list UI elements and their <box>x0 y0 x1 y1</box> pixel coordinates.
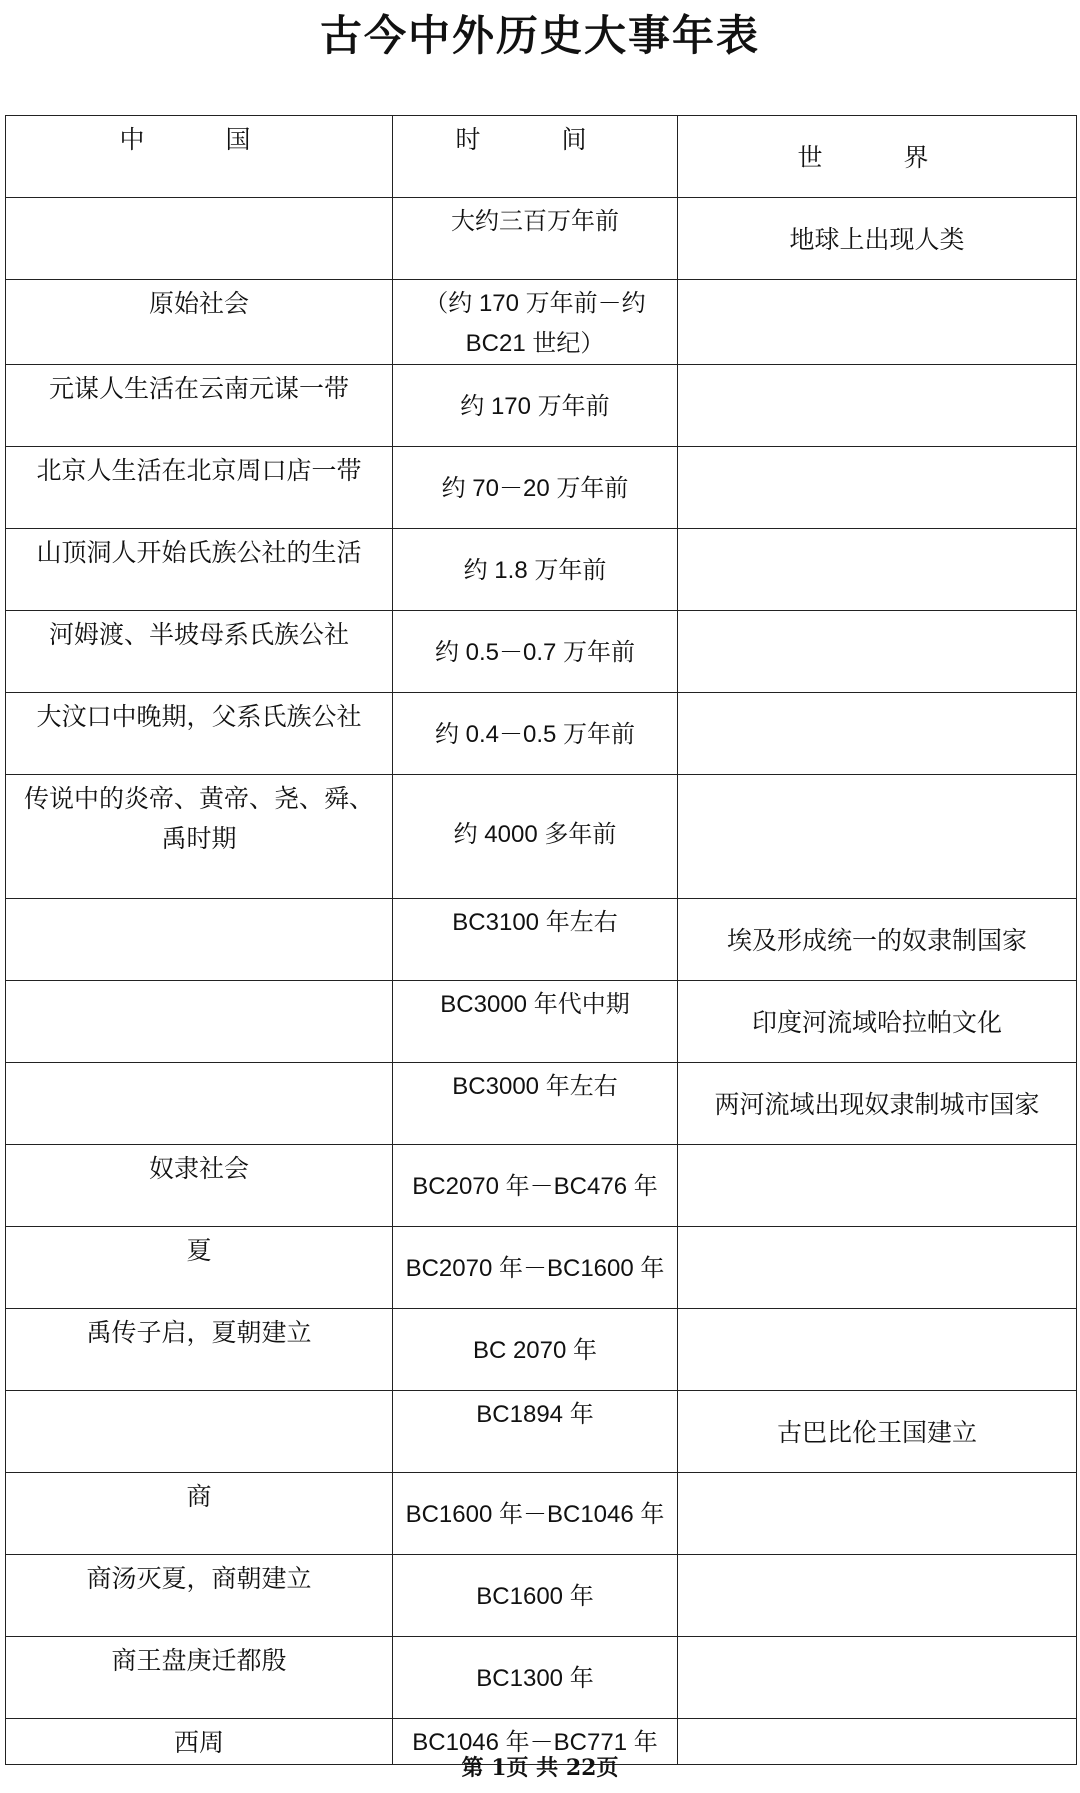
world-cell <box>678 365 1077 447</box>
china-cell <box>6 899 393 981</box>
time-cell <box>393 1145 678 1227</box>
page-footer: 第 1页 共 22页 <box>461 1755 619 1781</box>
time-cell: BC1894 年 <box>393 1391 678 1473</box>
world-cell <box>678 1391 1077 1473</box>
world-event: 两河流域出现奴隶制城市国家 <box>714 1090 1040 1119</box>
table-row <box>6 198 1077 280</box>
world-cell <box>678 1063 1077 1145</box>
table-row <box>6 1227 1077 1309</box>
time-cell <box>393 1555 678 1637</box>
time-cell <box>393 1473 678 1555</box>
world-cell <box>678 447 1077 529</box>
time-cell <box>393 1227 678 1309</box>
world-cell <box>678 1309 1077 1391</box>
world-event: 地球上出现人类 <box>789 225 965 254</box>
china-cell: 大汶口中晚期，父系氏族公社 <box>6 693 393 775</box>
table-row <box>6 1637 1077 1719</box>
header-world-label: 世 界 <box>797 143 957 172</box>
time-value: BC2070 年－BC1600 年 <box>405 1255 665 1282</box>
world-cell <box>678 899 1077 981</box>
world-cell <box>678 1637 1077 1719</box>
world-cell <box>678 1473 1077 1555</box>
china-cell: 商 <box>6 1473 393 1555</box>
china-cell <box>6 981 393 1063</box>
time-cell <box>393 693 678 775</box>
china-cell: 河姆渡、半坡母系氏族公社 <box>6 611 393 693</box>
world-cell <box>678 1227 1077 1309</box>
china-cell <box>6 1391 393 1473</box>
time-value: 约 0.4－0.5 万年前 <box>434 721 636 748</box>
time-value: BC2070 年－BC476 年 <box>412 1173 658 1200</box>
time-value: 约 4000 多年前 <box>453 821 617 848</box>
header-world <box>678 116 1077 198</box>
header-china: 中 国 <box>6 116 393 198</box>
time-cell <box>393 1309 678 1391</box>
time-value: 约 70－20 万年前 <box>441 475 629 502</box>
time-cell <box>393 447 678 529</box>
world-cell <box>678 280 1077 365</box>
china-cell <box>6 198 393 280</box>
world-event: 印度河流域哈拉帕文化 <box>751 1008 1002 1037</box>
world-cell <box>678 981 1077 1063</box>
china-cell: 北京人生活在北京周口店一带 <box>6 447 393 529</box>
time-value: BC1600 年－BC1046 年 <box>405 1501 665 1528</box>
table-row <box>6 1555 1077 1637</box>
time-cell <box>393 611 678 693</box>
table-row <box>6 1473 1077 1555</box>
china-cell: 元谋人生活在云南元谋一带 <box>6 365 393 447</box>
china-cell: 夏 <box>6 1227 393 1309</box>
world-cell <box>678 198 1077 280</box>
table-row <box>6 529 1077 611</box>
time-value: 约 0.5－0.7 万年前 <box>434 639 636 666</box>
china-cell: 奴隶社会 <box>6 1145 393 1227</box>
table-row <box>6 1063 1077 1145</box>
time-cell <box>393 775 678 899</box>
header-time: 时 间 <box>393 116 678 198</box>
world-cell <box>678 1145 1077 1227</box>
china-cell: 禹传子启，夏朝建立 <box>6 1309 393 1391</box>
china-cell: 原始社会 <box>6 280 393 365</box>
history-timeline-table <box>5 115 1077 1765</box>
time-cell: （约 170 万年前－约 BC21 世纪） <box>393 280 678 365</box>
table-row <box>6 1309 1077 1391</box>
table-row <box>6 693 1077 775</box>
world-cell <box>678 529 1077 611</box>
time-cell <box>393 365 678 447</box>
china-cell: 商汤灭夏，商朝建立 <box>6 1555 393 1637</box>
world-cell <box>678 693 1077 775</box>
table-row <box>6 775 1077 899</box>
china-cell: 西周 <box>6 1719 393 1765</box>
time-cell <box>393 1637 678 1719</box>
time-value: 约 170 万年前 <box>460 393 610 420</box>
table-row <box>6 899 1077 981</box>
page-title: 古今中外历史大事年表 <box>319 11 760 60</box>
world-cell <box>678 1555 1077 1637</box>
china-cell: 传说中的炎帝、黄帝、尧、舜、禹时期 <box>6 775 393 899</box>
time-cell <box>393 529 678 611</box>
time-value: 约 1.8 万年前 <box>463 557 607 584</box>
table-row <box>6 981 1077 1063</box>
world-event: 埃及形成统一的奴隶制国家 <box>726 926 1027 955</box>
world-event: 古巴比伦王国建立 <box>776 1418 977 1447</box>
china-cell <box>6 1063 393 1145</box>
time-value: BC1600 年 <box>476 1583 594 1610</box>
table-row <box>6 365 1077 447</box>
time-cell: BC1046 年－BC771 年 <box>393 1719 678 1765</box>
time-cell: BC3100 年左右 <box>393 899 678 981</box>
table-row <box>6 447 1077 529</box>
time-value: BC 2070 年 <box>472 1337 598 1364</box>
china-cell: 山顶洞人开始氏族公社的生活 <box>6 529 393 611</box>
china-cell: 商王盘庚迁都殷 <box>6 1637 393 1719</box>
world-cell <box>678 775 1077 899</box>
table-row <box>6 1391 1077 1473</box>
table-header-row <box>6 116 1077 198</box>
time-cell: 大约三百万年前 <box>393 198 678 280</box>
table-row <box>6 280 1077 365</box>
world-cell <box>678 611 1077 693</box>
table-row <box>6 611 1077 693</box>
time-cell: BC3000 年代中期 <box>393 981 678 1063</box>
time-value: BC1300 年 <box>476 1665 594 1692</box>
table-row <box>6 1145 1077 1227</box>
time-cell: BC3000 年左右 <box>393 1063 678 1145</box>
